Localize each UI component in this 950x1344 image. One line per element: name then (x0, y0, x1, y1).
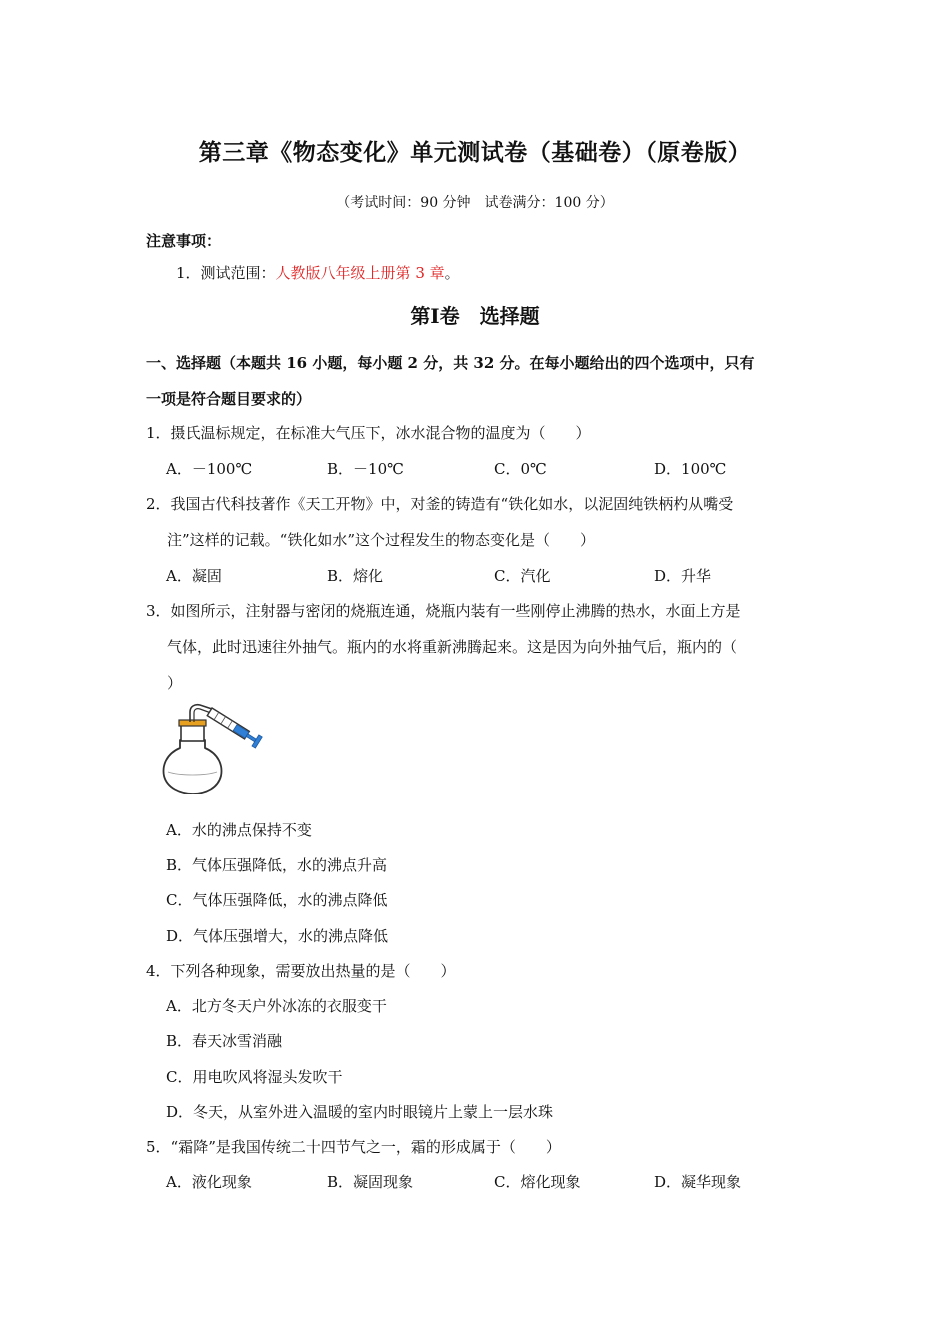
question-2-option-d: D．升华 (654, 567, 712, 585)
question-5-stem: 5．“霜降”是我国传统二十四节气之一，霜的形成属于（ ） (146, 1138, 561, 1156)
question-4-option-a: A．北方冬天户外冰冻的衣服变干 (166, 997, 387, 1015)
question-5-option-c: C．熔化现象 (494, 1173, 581, 1191)
part-heading-line2: 一项是符合题目要求的） (146, 390, 312, 408)
question-1-option-a: A．－100℃ (166, 460, 253, 478)
question-2-stem-line1: 2．我国古代科技著作《天工开物》中，对釜的铸造有“铁化如水，以泥固纯铁柄杓从嘴受 (146, 495, 734, 513)
question-3-option-b: B．气体压强降低，水的沸点升高 (166, 856, 388, 874)
question-4-stem: 4．下列各种现象，需要放出热量的是（ ） (146, 962, 456, 980)
question-3-stem-line3: ） (167, 674, 183, 692)
question-3-stem-line1: 3．如图所示，注射器与密闭的烧瓶连通，烧瓶内装有一些刚停止沸腾的热水，水面上方是 (146, 602, 741, 620)
question-5-option-b: B．凝固现象 (327, 1173, 414, 1191)
question-4-option-d: D．冬天，从室外进入温暖的室内时眼镜片上蒙上一层水珠 (166, 1103, 554, 1121)
notice-item-suffix: 。 (444, 264, 460, 282)
question-3-stem (146, 593, 816, 701)
question-4-option-b: B．春天冰雪消融 (166, 1032, 283, 1050)
page-title: 第三章《物态变化》单元测试卷（基础卷）（原卷版） (198, 139, 752, 166)
question-3-option-d: D．气体压强增大，水的沸点降低 (166, 927, 389, 945)
flask-syringe-figure (160, 702, 275, 794)
notice-item-scope: 人教版八年级上册第 3 章 (275, 264, 445, 282)
section-title: 第Ⅰ卷 选择题 (410, 304, 540, 328)
question-3-stem-line2: 气体，此时迅速往外抽气。瓶内的水将重新沸腾起来。这是因为向外抽气后，瓶内的（ (167, 638, 738, 656)
question-2-option-c: C．汽化 (494, 567, 551, 585)
question-2-option-a: A．凝固 (166, 567, 222, 585)
question-1-stem: 1．摄氏温标规定，在标准大气压下，冰水混合物的温度为（ ） (146, 424, 591, 442)
question-4-option-c: C．用电吹风将湿头发吹干 (166, 1068, 343, 1086)
question-1-option-b: B．－10℃ (327, 460, 404, 478)
question-2-stem (146, 486, 816, 558)
question-3-option-c: C．气体压强降低，水的沸点降低 (166, 891, 388, 909)
question-1-option-c: C．0℃ (494, 460, 547, 478)
question-1-option-d: D．100℃ (654, 460, 727, 478)
notice-heading: 注意事项： (146, 232, 222, 250)
part-heading-line1: 一、选择题（本题共 16 小题，每小题 2 分，共 32 分。在每小题给出的四个选项中，只有 (146, 354, 755, 372)
exam-info: （考试时间：90 分钟 试卷满分：100 分） (336, 195, 614, 211)
question-2-stem-line2: 注”这样的记载。“铁化如水”这个过程发生的物态变化是（ ） (167, 531, 596, 549)
notice-item (176, 262, 460, 283)
question-5-options (166, 1164, 806, 1200)
notice-item-prefix: 1．测试范围： (176, 264, 276, 282)
question-1-options (166, 451, 806, 487)
question-2-options (166, 558, 806, 594)
question-2-option-b: B．熔化 (327, 567, 384, 585)
question-3-option-a: A．水的沸点保持不变 (166, 821, 312, 839)
part-heading (146, 345, 816, 417)
question-5-option-a: A．液化现象 (166, 1173, 252, 1191)
question-5-option-d: D．凝华现象 (654, 1173, 742, 1191)
